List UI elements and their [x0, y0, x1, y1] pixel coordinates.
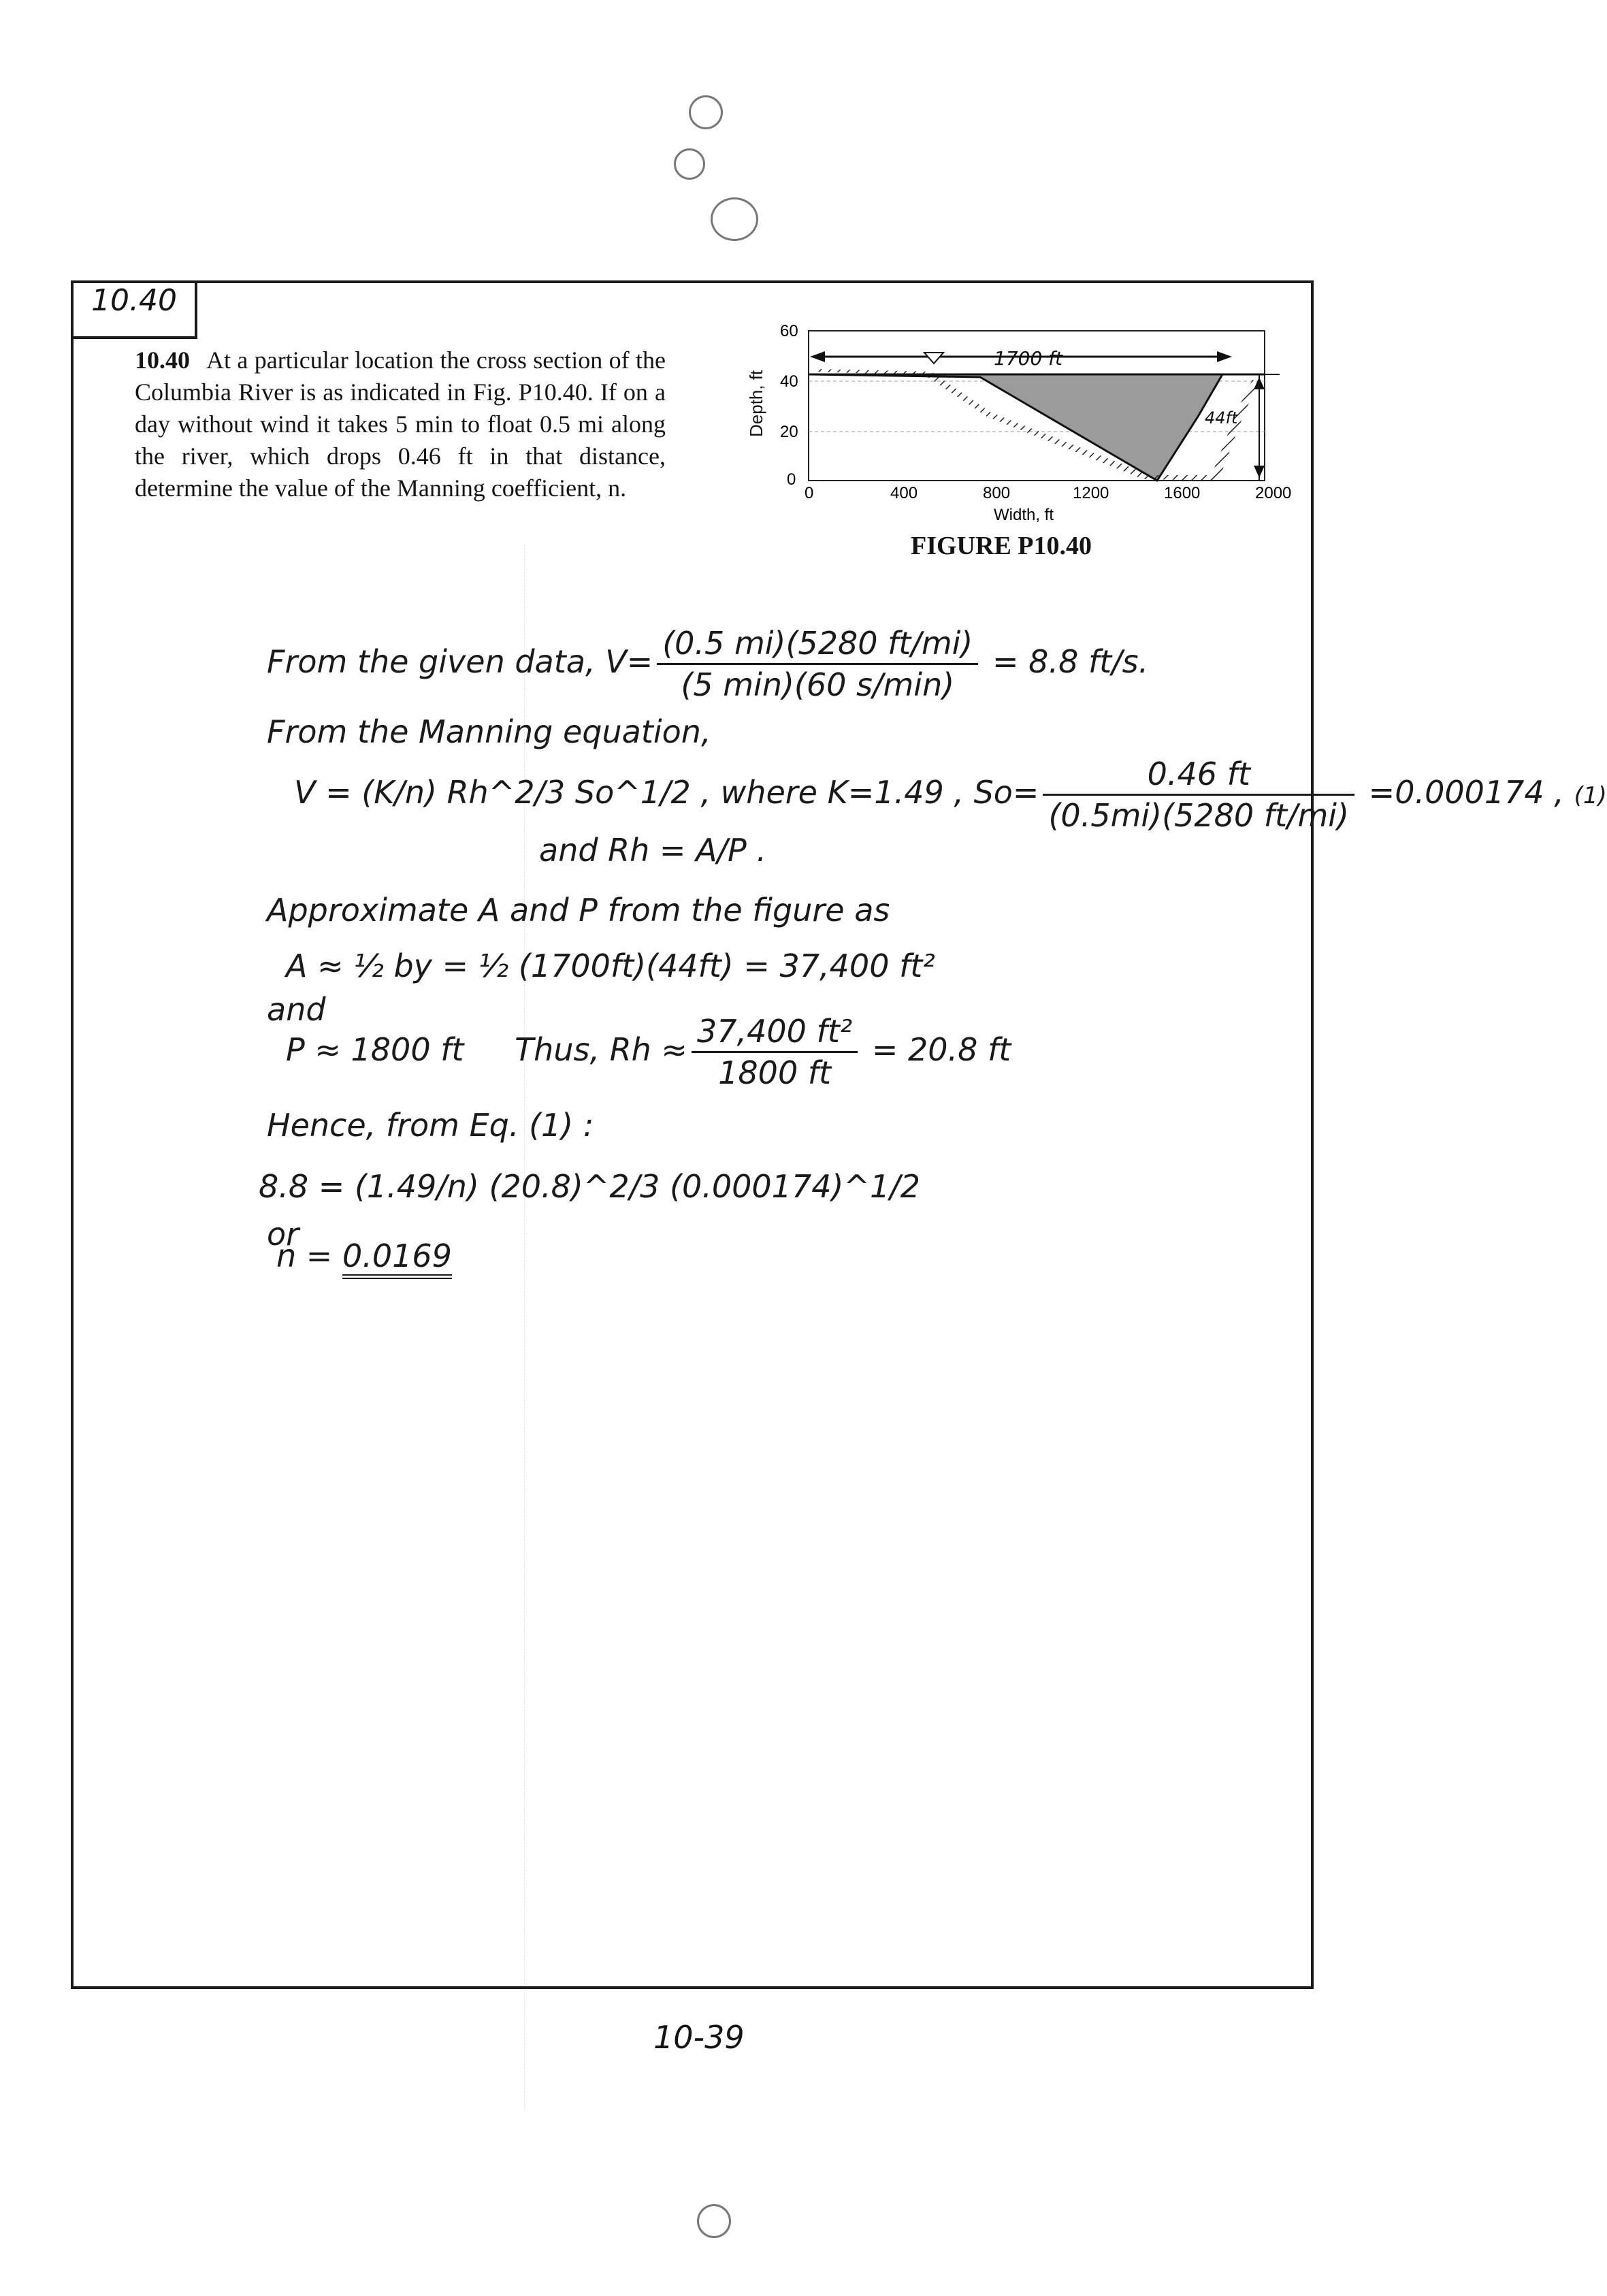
depth-arrowhead-bottom [1254, 466, 1265, 478]
hydraulic-radius-def: and Rh = A/P . [539, 832, 767, 869]
x-tick: 800 [983, 484, 1011, 502]
perimeter-line: P ≈ 1800 ft Thus, Rh ≈ $\frac{\text{37,400 ft²}}{1800 ft}$ = 20.8 ft [286, 1013, 1011, 1091]
y-tick: 20 [780, 423, 798, 441]
manning-intro: From the Manning equation, [267, 713, 711, 750]
problem-number: 10.40 [135, 346, 190, 374]
slope-fraction: $\frac{0.46 ft}{(0.5mi)(5280 ft/mi)}$ [1043, 756, 1354, 834]
depth-label: 44ft [1205, 408, 1238, 427]
punch-hole [674, 148, 705, 180]
or-word: or [267, 1216, 299, 1252]
hence-line: Hence, from Eq. (1) : [267, 1107, 594, 1144]
x-tick: 400 [890, 484, 918, 502]
x-axis-label: Width, ft [994, 506, 1054, 524]
y-tick: 0 [787, 470, 796, 489]
approximation-intro: Approximate A and P from the figure as [267, 892, 890, 928]
x-tick: 1600 [1164, 484, 1201, 502]
punch-hole [711, 197, 758, 241]
problem-tag: 10.40 [71, 280, 197, 339]
substitution-line: 8.8 = (1.49/n) (20.8)^2/3 (0.000174)^1/2 [259, 1168, 920, 1205]
radius-fraction: $\frac{\text{37,400 ft²}}{1800 ft}$ [692, 1013, 858, 1091]
width-label: 1700 ft [994, 347, 1062, 370]
page-number: 10-39 [653, 2019, 745, 2056]
arrowhead-left [810, 351, 825, 362]
x-tick: 1200 [1073, 484, 1109, 502]
problem-text: At a particular location the cross section of the Columbia River is as indicated in Fig. P10.40. If on a day without wind it takes 5 min to float 0.5 mi along the river, which drops 0.46 ft in that distance, determine the value of the Manning coefficient, n. [135, 346, 666, 502]
area-line: A ≈ ½ by = ½ (1700ft)(44ft) = 37,400 ft² [286, 948, 935, 984]
given-data-line: From the given data, V= $\frac{(0.5 mi)(5280 ft/mi)}{(5 \min)(60 s/\min)}$ = 8.8 ft/s. [267, 625, 1149, 703]
y-tick: 60 [780, 322, 798, 340]
arrowhead-right [1217, 351, 1232, 362]
result-line: n = 0.0169 [276, 1238, 452, 1274]
x-tick: 2000 [1255, 484, 1292, 502]
x-tick: 0 [805, 484, 814, 502]
punch-hole [697, 2204, 731, 2238]
problem-statement [135, 344, 666, 504]
velocity-fraction: $\frac{(0.5 mi)(5280 ft/mi)}{(5 \min)(60 s/\min)}$ [657, 625, 978, 703]
y-axis-label: Depth, ft [746, 370, 766, 437]
manning-n-answer: 0.0169 [342, 1238, 452, 1279]
y-tick: 40 [780, 372, 798, 391]
manning-equation: V = (K/n) Rh^2/3 So^1/2 , where K=1.49 , So= $\frac{0.46 ft}{(0.5mi)(5280 ft/mi)}$ =0.000174 , (1) [294, 756, 1607, 834]
punch-hole [689, 95, 723, 129]
water-level-symbol [924, 353, 943, 363]
figure-caption: FIGURE P10.40 [911, 532, 1092, 560]
equation-ref: (1) [1574, 782, 1607, 809]
and-word: and [267, 991, 326, 1028]
